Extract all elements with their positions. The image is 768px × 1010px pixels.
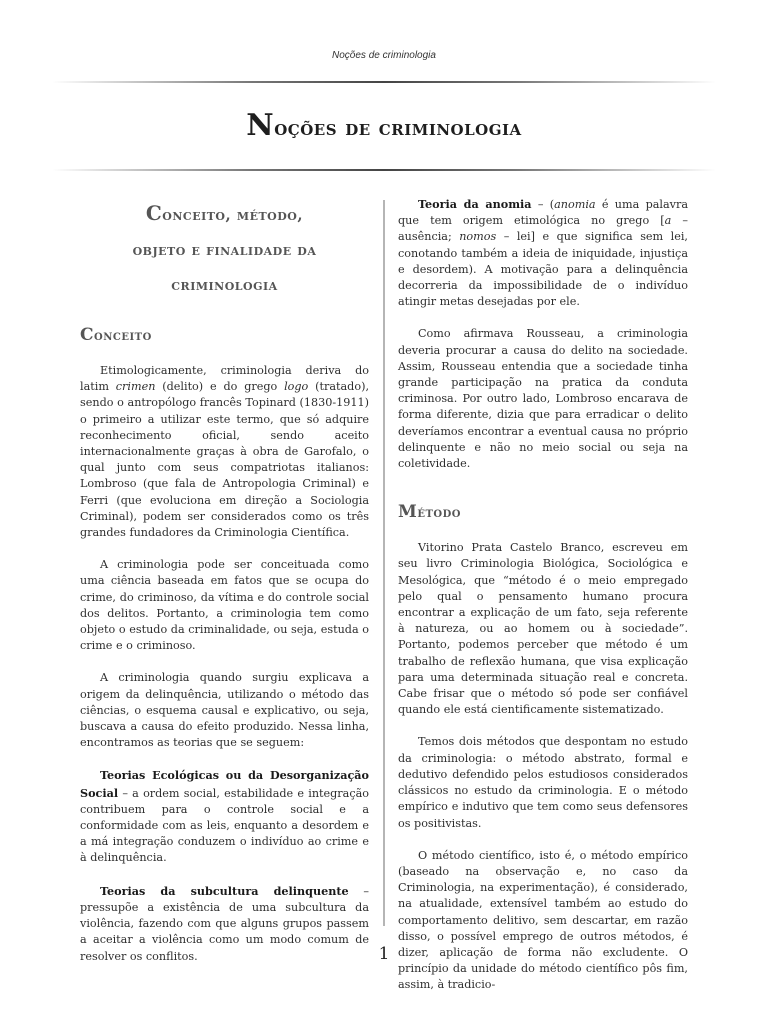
text: – ausência; [398, 214, 688, 244]
running-head: Noções de criminologia [332, 50, 436, 61]
text: – pressupõe a existência de uma subcultura da violência, fazendo com que alguns grupos passem a aceitar a violência como um modo comum de resolver os conflitos. [80, 884, 369, 963]
paragraph-rousseau: Como afirmava Rousseau, a criminologia deveria procurar a causa do delito na sociedade. Assim, Rousseau entendia que a sociedade tinha grande participação na pratica da conduta criminosa. Por outro lado, Lombroso encarava de forma diferente, dizia que para erradicar o delito deveríamos encontrar a eventual causa no próprio delinquente e não no meio social ou seja na coletividade. [398, 327, 688, 471]
header-rule-top [52, 81, 716, 83]
italic-term: a [664, 214, 672, 228]
bold-term: Teorias da subcultura delinquente [100, 883, 349, 898]
paragraph-subcultura [80, 883, 369, 965]
italic-term: crimen [115, 380, 156, 394]
italic-term: nomos [459, 230, 497, 244]
chapter-title-line-3: criminologia [171, 276, 278, 294]
chapter-title [80, 196, 369, 303]
text: é uma palavra que tem origem etimológica no grego [ [398, 198, 688, 228]
italic-term: anomia [554, 198, 596, 211]
paragraph-etimologia [80, 363, 369, 541]
section-heading-initial: C [80, 325, 95, 345]
text: (delito) e do grego [155, 380, 285, 394]
column-divider [383, 200, 385, 926]
paragraph-teorias-ecologicas [80, 767, 369, 866]
text: (tratado), sendo o antropólogo francês Topinard (1830-1911) o primeiro a utilizar este termo, que só adquire reconhecimento oficial, sendo aceito internacionalmente graças à obra de Garofalo, o qual junto com seus compatriotas italianos: Lombroso (que fala de Antropologia Criminal) e Ferri (que evoluciona em direção a Sociologia Criminal), podem ser considerados como os três grandes fundadores da Criminologia Científica. [80, 380, 369, 540]
text: – ( [531, 198, 555, 211]
page-number: 1 [378, 944, 390, 964]
chapter-title-initial: C [145, 201, 163, 225]
bold-term: Teorias Ecológicas ou da Desorganização Social [80, 768, 369, 800]
left-column [80, 196, 369, 981]
chapter-title-line-2: objeto e finalidade da [132, 241, 317, 259]
page-title [0, 108, 768, 143]
section-heading-rest: étodo [417, 505, 461, 522]
header-rule-bottom [52, 169, 716, 171]
bold-term: Teoria da anomia [418, 197, 532, 211]
text: – a ordem social, estabilidade e integração contribuem para o controle social e a conformidade com as leis, enquanto a desordem e a má integração conduzem o indivíduo ao crime e à delinquência. [80, 786, 369, 865]
section-heading-conceito [80, 325, 369, 345]
text: Etimologicamente, criminologia deriva do latim [80, 364, 369, 394]
paragraph-conceituacao: A criminologia pode ser conceituada como uma ciência baseada em fatos que se ocupa do crime, do criminoso, da vítima e do controle social dos delitos. Portanto, a criminologia tem como objeto o estudo da criminalidade, ou seja, estuda o crime e o criminoso. [80, 558, 369, 653]
chapter-title-line-1-rest: onceito, método, [162, 206, 304, 224]
paragraph-anomia [398, 196, 688, 310]
chapter-title-line-1 [80, 196, 369, 233]
section-heading-metodo [398, 502, 688, 522]
paragraph-metodo-cientifico: O método científico, isto é, o método empírico (baseado na observação e, no caso da Criminologia, na experimentação), é considerado, na atualidade, extensível também ao estudo do comportamento delitivo, sem descartar, em razão disso, o possível emprego de outros métodos, é dizer, aplicação de forma não excludente. O princípio da unidade do método científico pôs fim, assim, à tradicio- [398, 848, 688, 992]
page-title-rest: oções de criminologia [274, 115, 522, 141]
paragraph-castelo-branco: Vitorino Prata Castelo Branco, escreveu em seu livro Criminologia Biológica, Sociológica e Mesológica, que “método é o meio empregado pelo qual o pensamento humano procura encontrar a explicação de um fato, seja referente à natureza, ou ao homem ou à sociedade”. Portanto, podemos perceber que método é um trabalho de reflexão humana, que visa explicação para uma determinada situação real e concreta. Cabe frisar que o método só pode ser confiável quando ele está cientificamente sistematizado. [398, 541, 688, 717]
section-heading-rest: onceito [94, 328, 152, 344]
section-heading-initial: M [398, 502, 418, 523]
page-title-initial: N [246, 108, 275, 143]
paragraph-origem: A criminologia quando surgiu explicava a origem da delinquência, utilizando o método das ciências, o esquema causal e explicativo, ou seja, buscava a causa do efeito produzido. Nessa linha, encontramos as teorias que se seguem: [80, 671, 369, 750]
paragraph-dois-metodos: Temos dois métodos que despontam no estudo da criminologia: o método abstrato, formal e dedutivo defendido pelos estudiosos considerados clássicos no estudo da criminologia. E o método empírico e indutivo que tem como seus defensores os positivistas. [398, 735, 688, 830]
text: – lei] e que significa sem lei, conotando também a ideia de iniquidade, injustiça e desordem). A motivação para a delinquência decorreria da impossibilidade de o indivíduo atingir metas desejadas por ele. [398, 230, 688, 309]
right-column [398, 196, 688, 1010]
italic-term: logo [284, 380, 309, 394]
